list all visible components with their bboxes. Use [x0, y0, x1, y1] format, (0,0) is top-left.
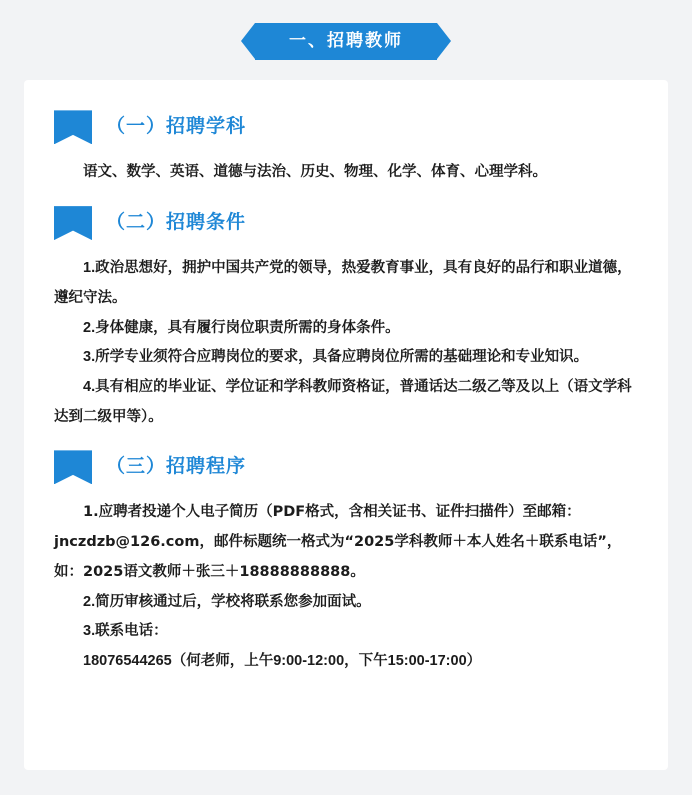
- paragraph: 语文、数学、英语、道德与法治、历史、物理、化学、体育、心理学科。: [83, 164, 547, 181]
- section-title-1: （一）招聘学科: [106, 115, 247, 137]
- bookmark-flag-icon: [54, 450, 92, 484]
- section-heading-1: [54, 110, 638, 144]
- paragraph: 2.简历审核通过后，学校将联系您参加面试。: [83, 593, 371, 610]
- paragraph: 1.政治思想好，拥护中国共产党的领导，热爱教育事业，具有良好的品行和职业道德，遵纪守法。: [54, 260, 632, 306]
- section-title-2: （二）招聘条件: [106, 211, 247, 233]
- paragraph: 1.应聘者投递个人电子简历（PDF格式，含相关证书、证件扫描件）至邮箱：jnczdzb@126.com，邮件标题统一格式为“2025学科教师＋本人姓名＋联系电话”，如：2025语文教师＋张三＋18888888888。: [54, 504, 622, 580]
- section-body-1: [54, 158, 638, 188]
- bookmark-flag-icon: [54, 206, 92, 240]
- section-heading-2: [54, 206, 638, 240]
- contact-phone-line: 18076544265（何老师，上午9:00-12:00，下午15:00-17:00）: [83, 653, 482, 670]
- section-body-3: [54, 498, 638, 676]
- bookmark-flag-icon: [54, 110, 92, 144]
- section-banner-title: 一、招聘教师: [255, 23, 437, 60]
- paragraph: 2.身体健康，具有履行岗位职责所需的身体条件。: [83, 319, 400, 336]
- paragraph: 4.具有相应的毕业证、学位证和学科教师资格证，普通话达二级乙等及以上（语文学科达到二级甲等）。: [54, 378, 632, 425]
- paragraph: 3.所学专业须符合应聘岗位的要求，具备应聘岗位所需的基础理论和专业知识。: [83, 349, 589, 366]
- banner-container: [0, 0, 692, 60]
- paragraph: 3.联系电话：: [83, 623, 168, 640]
- section-heading-3: [54, 450, 638, 484]
- section-body-2: [54, 254, 638, 432]
- content-card: [24, 80, 668, 770]
- section-title-3: （三）招聘程序: [106, 456, 247, 478]
